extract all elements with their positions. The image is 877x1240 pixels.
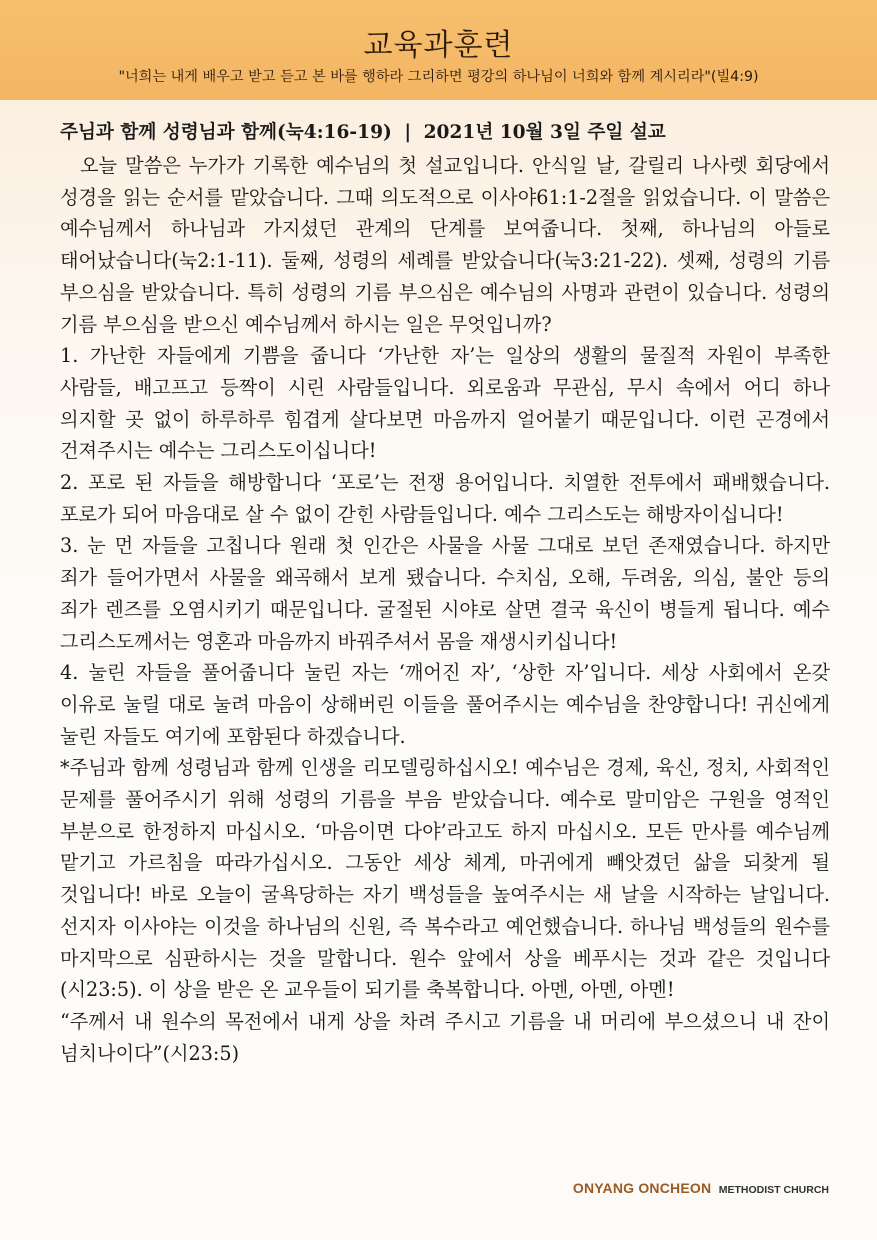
closing-verse: “주께서 내 원수의 목전에서 내게 상을 차려 주시고 기름을 내 머리에 부으셨으니 내 잔이 넘치나이다”(시23:5) [60,1009,830,1065]
church-logo-text [573,1180,829,1198]
page-title: 교육과훈련 [363,28,514,63]
sermon-paragraph: 오늘 말씀은 누가가 기록한 예수님의 첫 설교입니다. 안식일 날, 갈릴리 나사렛 회당에서 성경을 읽는 순서를 맡았습니다. 그때 의도적으로 이사야61:1-2절을 읽었습니다. 이 말씀은 예수님께서 하나님과 가지셨던 관계의 단계를 보여줍니다. 첫째, 하나님의 아들로 태어났습니다(눅2:1-11). 둘째, 성령의 세례를 받았습니다(눅3:21-22). 셋째, 성령의 기름 부으심을 받았습니다. 특히 성령의 기름 부으심은 예수님의 사명과 관련이 있습니다. 성령의 기름 부으심을 받으신 예수님께서 하시는 일은 무엇입니까? [60,154,830,336]
sermon-heading [60,118,830,148]
sermon-paragraph: 4. 눌린 자들을 풀어줍니다 눌린 자는 ‘깨어진 자’, ‘상한 자’입니다. 세상 사회에서 온갖 이유로 눌릴 대로 눌려 마음이 상해버린 이들을 풀어주시는 예수님을 찬양합니다! 귀신에게 눌린 자들도 여기에 포함된다 하겠습니다. [60,661,831,748]
title-separator: | [404,122,412,143]
page-header [0,0,877,100]
sermon-paragraph: 2. 포로 된 자들을 해방합니다 ‘포로’는 전쟁 용어입니다. 치열한 전투에서 패배했습니다. 포로가 되어 마음대로 살 수 없이 갇힌 사람들입니다. 예수 그리스도는 해방자이십니다! [60,471,830,526]
sermon-paragraph: 1. 가난한 자들에게 기쁨을 줍니다 ‘가난한 자’는 일상의 생활의 물질적 자원이 부족한 사람들, 배고프고 등짝이 시린 사람들입니다. 외로움과 무관심, 무시 속에서 어디 하나 의지할 곳 없이 하루하루 힘겹게 살다보면 마음까지 얼어붙기 때문입니다. 이런 곤경에서 건져주시는 예수는 그리스도이십니다! [60,344,830,463]
sermon-date: 2021년 10월 3일 주일 설교 [423,122,666,143]
sermon-paragraph: 3. 눈 먼 자들을 고칩니다 원래 첫 인간은 사물을 사물 그대로 보던 존재였습니다. 하지만 죄가 들어가면서 사물을 왜곡해서 보게 됐습니다. 수치심, 오해, 두려움, 의심, 불안 등의 죄가 렌즈를 오염시키기 때문입니다. 굴절된 시야로 살면 결국 육신이 병들게 됩니다. 예수 그리스도께서는 영혼과 마음까지 바꿔주셔서 몸을 재생시키십니다! [60,534,830,653]
header-verse: "너희는 내게 배우고 받고 듣고 본 바를 행하라 그리하면 평강의 하나님이 너희와 함께 계시리라"(빌4:9) [118,69,759,85]
church-subtitle: METHODIST CHURCH [718,1184,829,1196]
sermon-title: 주님과 함께 성령님과 함께(눅4:16-19) [60,122,392,143]
church-brand: ONYANG ONCHEON [572,1180,712,1196]
sermon-content [60,118,830,1069]
sermon-paragraph: *주님과 함께 성령님과 함께 인생을 리모델링하십시오! 예수님은 경제, 육신, 정치, 사회적인 문제를 풀어주시기 위해 성령의 기름을 부음 받았습니다. 예수로 말미암은 구원을 영적인 부분으로 한정하지 마십시오. ‘마음이면 다야’라고도 하지 마십시오. 모든 만사를 예수님께 맡기고 가르침을 따라가십시오. 그동안 세상 체계, 마귀에게 빼앗겼던 삶을 되찾게 될 것입니다! 바로 오늘이 굴욕당하는 자기 백성들을 높여주시는 새 날을 시작하는 날입니다. 선지자 이사야는 이것을 하나님의 신원, 즉 복수라고 예언했습니다. 하나님 백성들의 원수를 마지막으로 심판하시는 것을 말합니다. 원수 앞에서 상을 베푸시는 것과 같은 것입니다(시23:5). 이 상을 받은 온 교우들이 되기를 축복합니다. 아멘, 아멘, 아멘! [60,756,830,1002]
